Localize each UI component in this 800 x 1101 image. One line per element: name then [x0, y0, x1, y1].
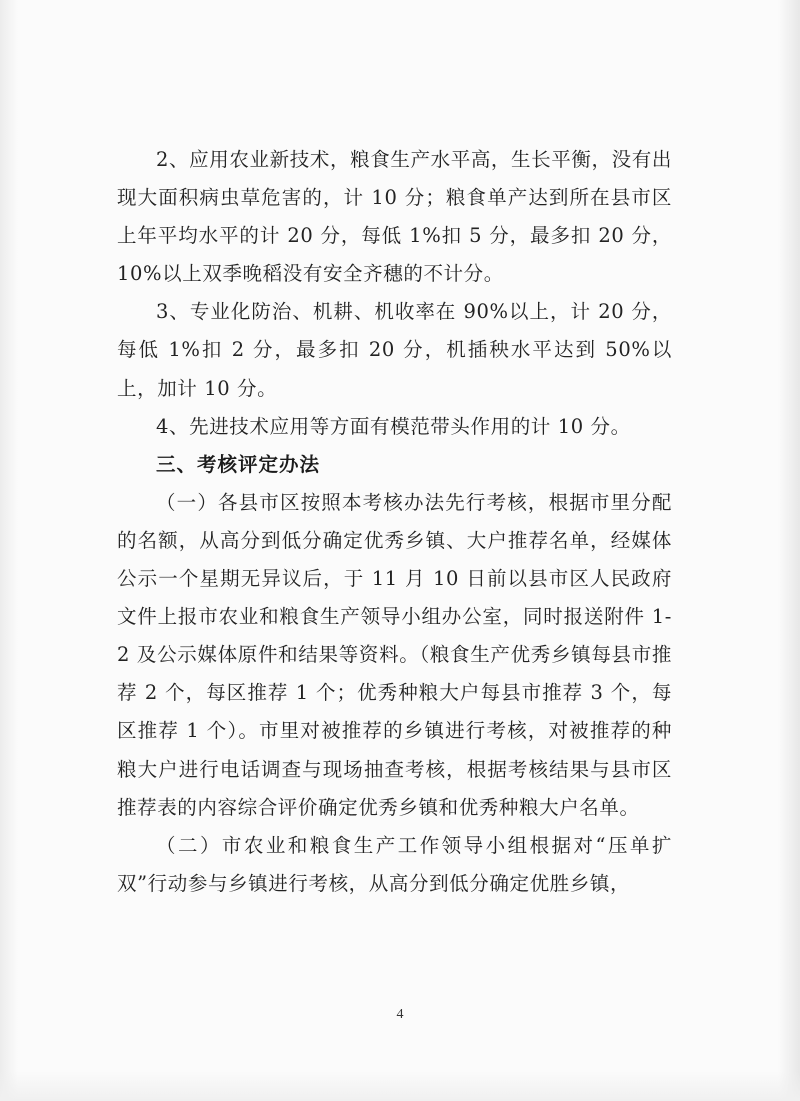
paragraph-criterion-4: 4、先进技术应用等方面有模范带头作用的计 10 分。: [156, 414, 631, 438]
paragraph-criterion-3: 3、专业化防治、机耕、机收率在 90%以上，计 20 分，每低 1%扣 2 分，最多扣 20 分，机插秧水平达到 50%以上，加计 10 分。: [117, 300, 672, 400]
scan-shadow-bottom: [0, 1071, 800, 1101]
paragraph-criterion-2: 2、应用农业新技术，粮食生产水平高，生长平衡，没有出现大面积病虫草危害的，计 10 分；粮食单产达到所在县市区上年平均水平的计 20 分，每低 1%扣 5 分，最多扣 20 分，10%以上双季晚稻没有安全齐穗的不计分。: [117, 148, 672, 286]
paragraph-method-1: （一）各县市区按照本考核办法先行考核，根据市里分配的名额，从高分到低分确定优秀乡镇、大户推荐名单，经媒体公示一个星期无异议后，于 11 月 10 日前以县市区人民政府文件上报市农业和粮食生产领导小组办公室，同时报送附件 1-2 及公示媒体原件和结果等资料。（粮食生产优秀乡镇每县市推荐 2 个，每区推荐 1 个；优秀种粮大户每县市推荐 3 个，每区推荐 1 个）。市里对被推荐的乡镇进行考核，对被推荐的种粮大户进行电话调查与现场抽查考核，根据考核结果与县市区推荐表的内容综合评价确定优秀乡镇和优秀种粮大户名单。: [117, 490, 672, 819]
document-body: [117, 141, 672, 903]
section-heading: 三、考核评定办法: [156, 452, 321, 476]
paragraph-method-2: （二）市农业和粮食生产工作领导小组根据对“压单扩双”行动参与乡镇进行考核，从高分到低分确定优胜乡镇，: [117, 833, 672, 895]
scan-shadow-right: [778, 0, 800, 1101]
scan-shadow-left: [0, 0, 18, 1101]
page-number: 4: [396, 1007, 404, 1022]
